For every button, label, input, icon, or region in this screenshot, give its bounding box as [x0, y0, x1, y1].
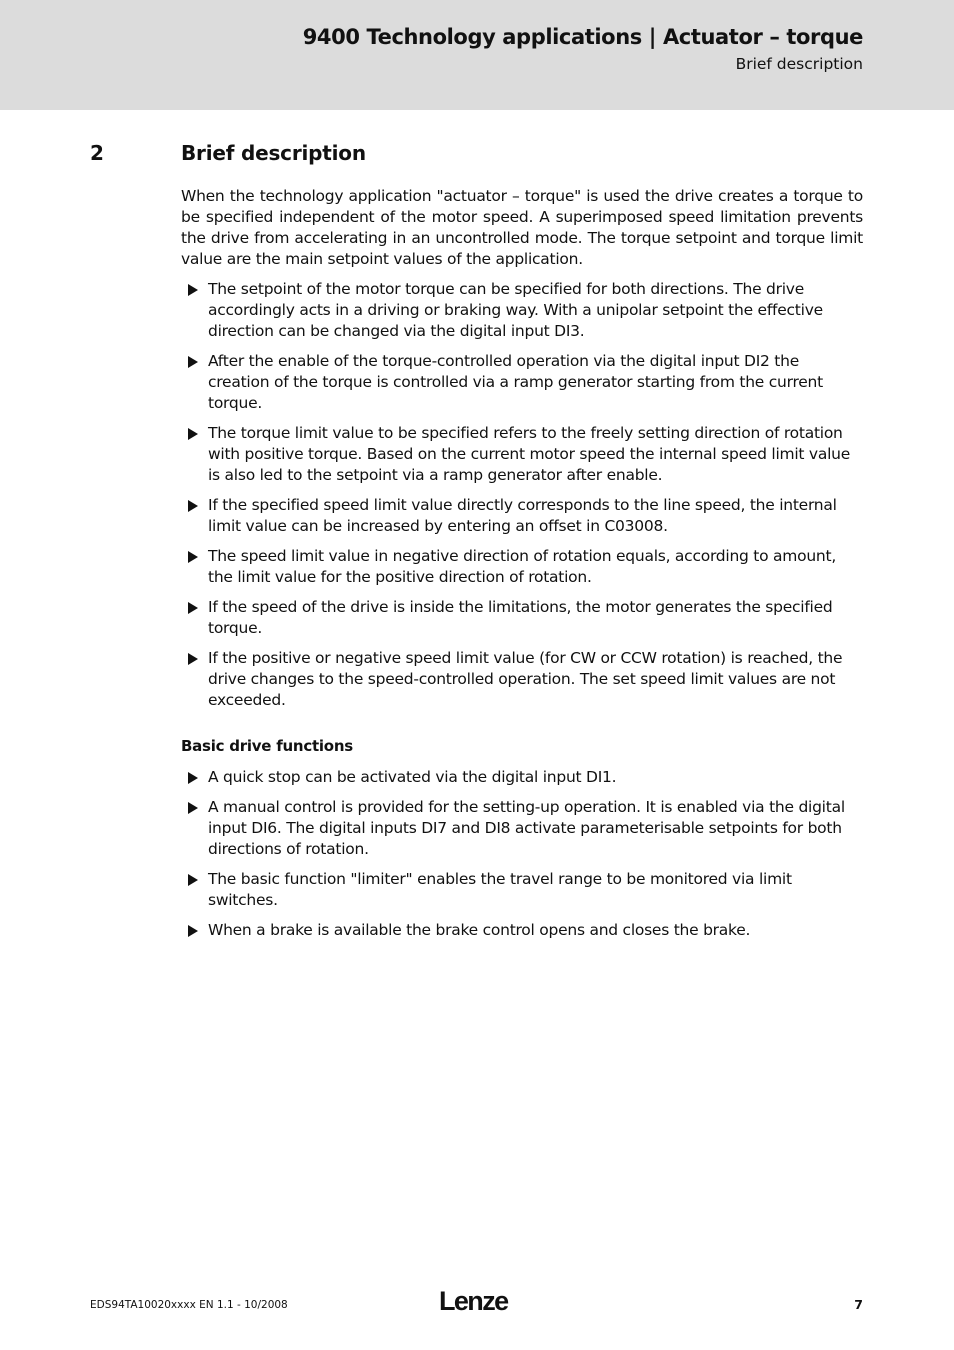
- page-number: 7: [854, 1297, 863, 1312]
- list-item: If the speed of the drive is inside the limitations, the motor generates the specified torque.: [181, 597, 863, 639]
- list-item: When a brake is available the brake control opens and closes the brake.: [181, 920, 863, 941]
- bullet-arrow-icon: [188, 500, 198, 512]
- bullet-arrow-icon: [188, 602, 198, 614]
- bullet-arrow-icon: [188, 428, 198, 440]
- subsection-heading: Basic drive functions: [181, 737, 353, 755]
- bullet-arrow-icon: [188, 802, 198, 814]
- bullet-arrow-icon: [188, 284, 198, 296]
- list-item: A quick stop can be activated via the digital input DI1.: [181, 767, 863, 788]
- feature-list: [181, 279, 863, 711]
- list-item: After the enable of the torque-controlled operation via the digital input DI2 the creation of the torque is controlled via a ramp generator starting from the current torque.: [181, 351, 863, 414]
- list-item: If the positive or negative speed limit value (for CW or CCW rotation) is reached, the drive changes to the speed-controlled operation. The set speed limit values are not exceeded.: [181, 648, 863, 711]
- section-title: Brief description: [181, 141, 366, 165]
- section-number: 2: [90, 141, 104, 165]
- bullet-arrow-icon: [188, 551, 198, 563]
- main-content: [181, 186, 863, 950]
- bullet-arrow-icon: [188, 874, 198, 886]
- bullet-arrow-icon: [188, 772, 198, 784]
- list-item: The basic function "limiter" enables the travel range to be monitored via limit switches.: [181, 869, 863, 911]
- bullet-arrow-icon: [188, 356, 198, 368]
- document-title: 9400 Technology applications | Actuator – torque: [302, 25, 863, 49]
- lenze-logo: [437, 1286, 517, 1314]
- list-item: The speed limit value in negative direction of rotation equals, according to amount, the limit value for the positive direction of rotation.: [181, 546, 863, 588]
- bullet-arrow-icon: [188, 925, 198, 937]
- page-header: [0, 0, 954, 110]
- document-subtitle: Brief description: [735, 55, 863, 73]
- list-item: If the specified speed limit value directly corresponds to the line speed, the internal limit value can be increased by entering an offset in C03008.: [181, 495, 863, 537]
- list-item: The torque limit value to be specified refers to the freely setting direction of rotation with positive torque. Based on the current motor speed the internal speed limit value is also led to the setpoint via a ramp generator after enable.: [181, 423, 863, 486]
- list-item: A manual control is provided for the setting-up operation. It is enabled via the digital input DI6. The digital inputs DI7 and DI8 activate parameterisable setpoints for both directions of rotation.: [181, 797, 863, 860]
- list-item: The setpoint of the motor torque can be specified for both directions. The drive accordingly acts in a driving or braking way. With a unipolar setpoint the effective direction can be changed via the digital input DI3.: [181, 279, 863, 342]
- logo-text: Lenze: [439, 1286, 508, 1314]
- bullet-arrow-icon: [188, 653, 198, 665]
- intro-paragraph: When the technology application "actuator – torque" is used the drive creates a torque to be specified independent of the motor speed. A superimposed speed limitation prevents the drive from accelerating in an uncontrolled mode. The torque setpoint and torque limit value are the main setpoint values of the application.: [181, 187, 863, 268]
- basic-functions-list: [181, 767, 863, 941]
- document-id: EDS94TA10020xxxx EN 1.1 - 10/2008: [90, 1299, 288, 1311]
